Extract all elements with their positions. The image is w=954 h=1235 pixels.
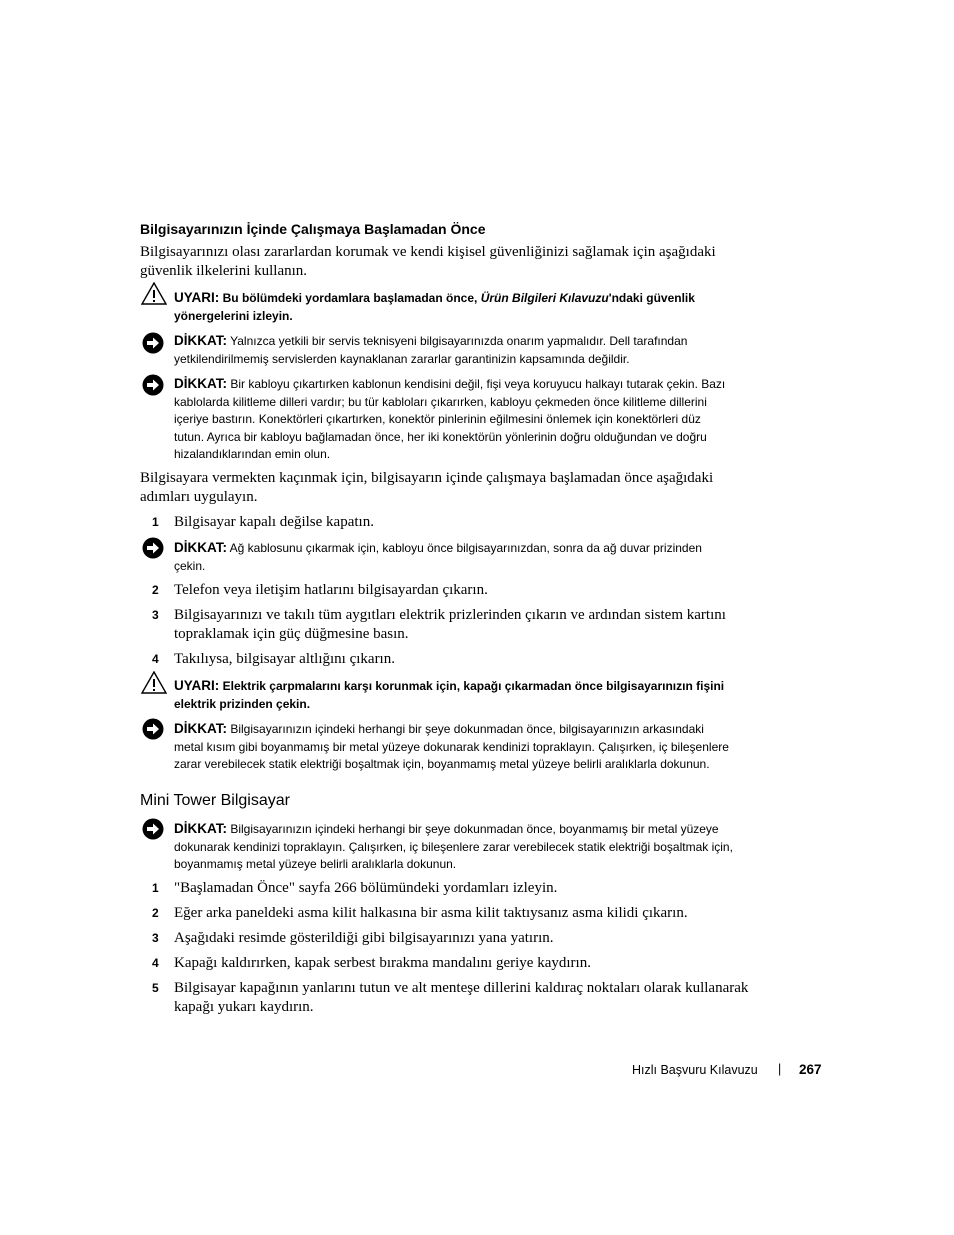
- notice-label: DİKKAT:: [174, 376, 227, 391]
- step-text: Telefon veya iletişim hatlarını bilgisayardan çıkarın.: [174, 582, 488, 598]
- step-text-line-1: Bilgisayar kapağının yanlarını tutun ve alt menteşe dillerini kaldıraç noktaları olarak kullanarak: [174, 980, 749, 996]
- step-text: "Başlamadan Önce" sayfa 266 bölümündeki yordamları izleyin.: [174, 880, 558, 896]
- step-number: 5: [152, 981, 159, 995]
- warning-2-line-1: Elektrik çarpmalarını karşı korunmak için, kapağı çıkarmadan önce bilgisayarınızın fişini: [222, 679, 725, 693]
- warning-italic-ref: Ürün Bilgileri Kılavuzu: [480, 291, 609, 305]
- step-text: Aşağıdaki resimde gösterildiği gibi bilgisayarınızı yana yatırın.: [174, 930, 554, 946]
- step-number: 3: [152, 931, 159, 945]
- warning-line-2: yönergelerini izleyin.: [174, 308, 293, 323]
- notice-label: DİKKAT:: [174, 721, 227, 736]
- step-number: 4: [152, 956, 159, 970]
- notice-4-line-3: zarar verebilecek statik elektriği boşaltmak için, boyanmamış metal yüzeye belirli aralıklarla dokunun.: [174, 757, 710, 771]
- warning-label: UYARI:: [174, 678, 220, 693]
- step-text: Takılıysa, bilgisayar altlığını çıkarın.: [174, 651, 395, 667]
- notice-1-line-2: yetkilendirilmemiş servislerden kaynaklanan zararlar garantinizin kapsamında değildir.: [174, 351, 630, 366]
- notice-label: DİKKAT:: [174, 540, 227, 555]
- notice-1: [174, 332, 774, 368]
- paragraph-2-line-1: Bilgisayara vermekten kaçınmak için, bilgisayarın içinde çalışmaya başlamadan önce aşağıdaki: [140, 470, 714, 486]
- notice-5-line-2: dokunarak kendinizi topraklayın. Çalışırken, iç bileşenlere zarar verebilecek statik elektriği boşaltmak için,: [174, 839, 733, 854]
- warning-text-b: 'ndaki güvenlik: [608, 291, 695, 305]
- step-number: 1: [152, 515, 159, 529]
- notice-4: [174, 720, 784, 774]
- notice-3: [174, 539, 774, 575]
- intro-line-2: güvenlik ilkelerini kullanın.: [140, 263, 308, 279]
- footer-title: Hızlı Başvuru Kılavuzu: [632, 1063, 758, 1077]
- notice-4-line-1: Bilgisayarınızın içindeki herhangi bir şeye dokunmadan önce, bilgisayarınızın arkasındaki: [230, 722, 704, 736]
- notice-1-line-1: Yalnızca yetkili bir servis teknisyeni bilgisayarınızda onarım yapmalıdır. Dell tarafından: [230, 334, 688, 348]
- step-text-line-2: kapağı yukarı kaydırın.: [174, 999, 314, 1015]
- notice-2-line-5: hizalandıklarından emin olun.: [174, 447, 331, 461]
- subsection-title: Mini Tower Bilgisayar: [140, 792, 290, 809]
- notice-arrow-icon: [142, 374, 164, 396]
- step-text-line-1: Bilgisayarınızı ve takılı tüm aygıtları elektrik prizlerinden çıkarın ve ardından sistem kartını: [174, 607, 726, 623]
- step-number: 3: [152, 608, 159, 622]
- step-text: [174, 606, 726, 644]
- notice-arrow-icon: [142, 718, 164, 740]
- notice-2-line-3: içeriye bastırın. Konektörleri çıkartırken, konektör pinlerinin eğilmesini önlemek için konektörleri düz: [174, 412, 701, 426]
- notice-2-line-2: kablolarda kilitleme dilleri vardır; bu tür kabloları çıkarırken, kabloyu çekmeden önce kilitleme dillerini: [174, 394, 707, 409]
- footer-separator: |: [778, 1062, 782, 1076]
- notice-4-line-2: metal kısım gibi boyanmamış bir metal yüzeye dokunarak kendinizi topraklayın. Çalışırken, iç bileşenlere: [174, 739, 729, 754]
- section-title: Bilgisayarınızın İçinde Çalışmaya Başlamadan Önce: [140, 221, 486, 237]
- step-text: Kapağı kaldırırken, kapak serbest bırakma mandalını geriye kaydırın.: [174, 955, 591, 971]
- notice-2-line-4: tutun. Ayrıca bir kabloyu bağlamadan önce, her iki konektörün yönlerinin doğru olduğundan ve doğru: [174, 429, 707, 444]
- page-number: 267: [799, 1062, 822, 1077]
- notice-label: DİKKAT:: [174, 333, 227, 348]
- intro-line-1: Bilgisayarınızı olası zararlardan korumak ve kendi kişisel güvenliğinizi sağlamak için aşağıdaki: [140, 244, 716, 260]
- paragraph-2: [140, 469, 713, 507]
- paragraph-2-line-2: adımları uygulayın.: [140, 489, 258, 505]
- intro-paragraph: [140, 243, 716, 281]
- notice-3-line-2: çekin.: [174, 558, 206, 573]
- notice-5-line-3: boyanmamış metal yüzeye belirli aralıklarla dokunun.: [174, 857, 457, 871]
- warning-triangle-icon: [141, 671, 167, 694]
- notice-arrow-icon: [142, 332, 164, 354]
- step-text: [174, 979, 748, 1017]
- warning-triangle-icon: [141, 282, 167, 305]
- notice-label: DİKKAT:: [174, 821, 227, 836]
- notice-arrow-icon: [142, 537, 164, 559]
- step-number: 2: [152, 906, 159, 920]
- step-number: 1: [152, 881, 159, 895]
- step-number: 2: [152, 583, 159, 597]
- step-text: Bilgisayar kapalı değilse kapatın.: [174, 514, 374, 530]
- notice-2-line-1: Bir kabloyu çıkartırken kablonun kendisini değil, fişi veya koruyucu halkayı tutarak çekin. Bazı: [230, 377, 726, 391]
- step-text-line-2: topraklamak için güç düğmesine basın.: [174, 626, 409, 642]
- warning-2: [174, 677, 774, 713]
- step-text: Eğer arka paneldeki asma kilit halkasına bir asma kilit taktıysanız asma kilidi çıkarın.: [174, 905, 688, 921]
- warning-label: UYARI:: [174, 290, 220, 305]
- notice-arrow-icon: [142, 818, 164, 840]
- notice-5: [174, 820, 784, 874]
- notice-5-line-1: Bilgisayarınızın içindeki herhangi bir şeye dokunmadan önce, boyanmamış bir metal yüzeye: [230, 822, 719, 836]
- warning-1: [174, 289, 774, 325]
- warning-2-line-2: elektrik prizinden çekin.: [174, 696, 311, 711]
- notice-2: [174, 375, 784, 464]
- step-number: 4: [152, 652, 159, 666]
- notice-3-line-1: Ağ kablosunu çıkarmak için, kabloyu önce bilgisayarınızdan, sonra da ağ duvar prizinden: [229, 541, 702, 555]
- warning-text-a: Bu bölümdeki yordamlara başlamadan önce,: [222, 291, 478, 305]
